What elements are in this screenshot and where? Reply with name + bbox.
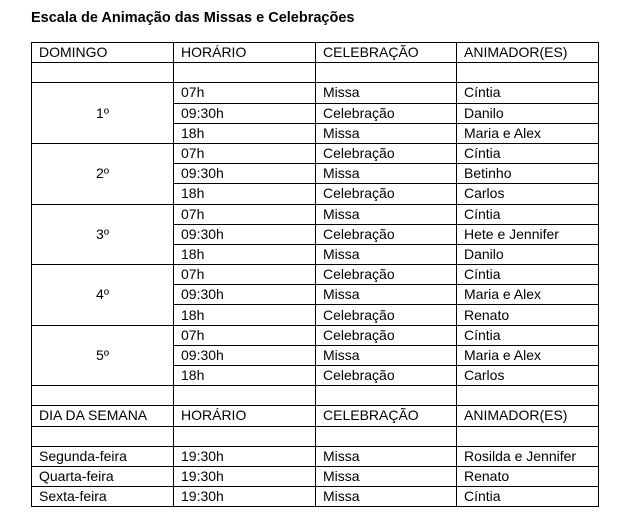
header-cell-celebracao: CELEBRAÇÃO (316, 43, 457, 63)
animator-cell: Cíntia (457, 325, 599, 345)
sunday-label: 5º (32, 325, 174, 386)
time-cell: 07h (174, 143, 316, 163)
animator-cell: Cíntia (457, 265, 599, 285)
empty-row (32, 63, 599, 83)
header-cell-animadores: ANIMADOR(ES) (457, 43, 599, 63)
time-cell: 18h (174, 123, 316, 143)
time-cell: 07h (174, 83, 316, 103)
type-cell: Missa (316, 446, 457, 466)
header-cell-horario: HORÁRIO (174, 406, 316, 426)
type-cell: Celebração (316, 325, 457, 345)
type-cell: Missa (316, 204, 457, 224)
header-cell-horario: HORÁRIO (174, 43, 316, 63)
day-cell: Sexta-feira (32, 487, 174, 507)
empty-cell (174, 386, 316, 406)
time-cell: 07h (174, 325, 316, 345)
time-cell: 18h (174, 244, 316, 264)
time-cell: 09:30h (174, 345, 316, 365)
header-cell-animadores: ANIMADOR(ES) (457, 406, 599, 426)
sunday-label: 1º (32, 83, 174, 144)
type-cell: Celebração (316, 143, 457, 163)
empty-row (32, 386, 599, 406)
time-cell: 18h (174, 366, 316, 386)
empty-cell (316, 63, 457, 83)
type-cell: Celebração (316, 224, 457, 244)
header-cell-celebracao: CELEBRAÇÃO (316, 406, 457, 426)
type-cell: Celebração (316, 265, 457, 285)
table-row (32, 487, 599, 507)
table-row (32, 83, 599, 103)
animator-cell: Danilo (457, 244, 599, 264)
table-row (32, 143, 599, 163)
type-cell: Missa (316, 285, 457, 305)
table-row (32, 446, 599, 466)
animator-cell: Maria e Alex (457, 123, 599, 143)
time-cell: 07h (174, 204, 316, 224)
animator-cell: Rosilda e Jennifer (457, 446, 599, 466)
time-cell: 09:30h (174, 164, 316, 184)
type-cell: Celebração (316, 366, 457, 386)
animator-cell: Cíntia (457, 83, 599, 103)
type-cell: Celebração (316, 103, 457, 123)
time-cell: 18h (174, 305, 316, 325)
type-cell: Missa (316, 466, 457, 486)
empty-cell (32, 386, 174, 406)
time-cell: 19:30h (174, 446, 316, 466)
animator-cell: Cíntia (457, 204, 599, 224)
empty-cell (457, 386, 599, 406)
day-cell: Segunda-feira (32, 446, 174, 466)
empty-cell (457, 426, 599, 446)
animator-cell: Carlos (457, 184, 599, 204)
type-cell: Celebração (316, 305, 457, 325)
animator-cell: Betinho (457, 164, 599, 184)
empty-cell (32, 426, 174, 446)
animator-cell: Renato (457, 305, 599, 325)
sunday-label: 2º (32, 143, 174, 204)
table-row (32, 265, 599, 285)
table-row (32, 466, 599, 486)
type-cell: Missa (316, 345, 457, 365)
table-row (32, 204, 599, 224)
time-cell: 09:30h (174, 285, 316, 305)
type-cell: Missa (316, 123, 457, 143)
animator-cell: Cíntia (457, 143, 599, 163)
animator-cell: Cíntia (457, 487, 599, 507)
schedule-table (31, 42, 599, 507)
type-cell: Celebração (316, 184, 457, 204)
animator-cell: Renato (457, 466, 599, 486)
time-cell: 09:30h (174, 224, 316, 244)
type-cell: Missa (316, 244, 457, 264)
header-cell-dia-da-semana: DIA DA SEMANA (32, 406, 174, 426)
empty-cell (316, 386, 457, 406)
animator-cell: Maria e Alex (457, 285, 599, 305)
day-cell: Quarta-feira (32, 466, 174, 486)
empty-cell (457, 63, 599, 83)
sunday-label: 4º (32, 265, 174, 326)
empty-cell (32, 63, 174, 83)
animator-cell: Carlos (457, 366, 599, 386)
type-cell: Missa (316, 487, 457, 507)
animator-cell: Maria e Alex (457, 345, 599, 365)
time-cell: 19:30h (174, 487, 316, 507)
sunday-header-row (32, 43, 599, 63)
empty-cell (174, 63, 316, 83)
animator-cell: Hete e Jennifer (457, 224, 599, 244)
time-cell: 18h (174, 184, 316, 204)
table-row (32, 325, 599, 345)
animator-cell: Danilo (457, 103, 599, 123)
type-cell: Missa (316, 164, 457, 184)
page-title: Escala de Animação das Missas e Celebrações (31, 10, 355, 26)
empty-cell (316, 426, 457, 446)
time-cell: 19:30h (174, 466, 316, 486)
empty-cell (174, 426, 316, 446)
empty-row (32, 426, 599, 446)
time-cell: 07h (174, 265, 316, 285)
type-cell: Missa (316, 83, 457, 103)
weekday-header-row (32, 406, 599, 426)
sunday-label: 3º (32, 204, 174, 265)
time-cell: 09:30h (174, 103, 316, 123)
header-cell-domingo: DOMINGO (32, 43, 174, 63)
